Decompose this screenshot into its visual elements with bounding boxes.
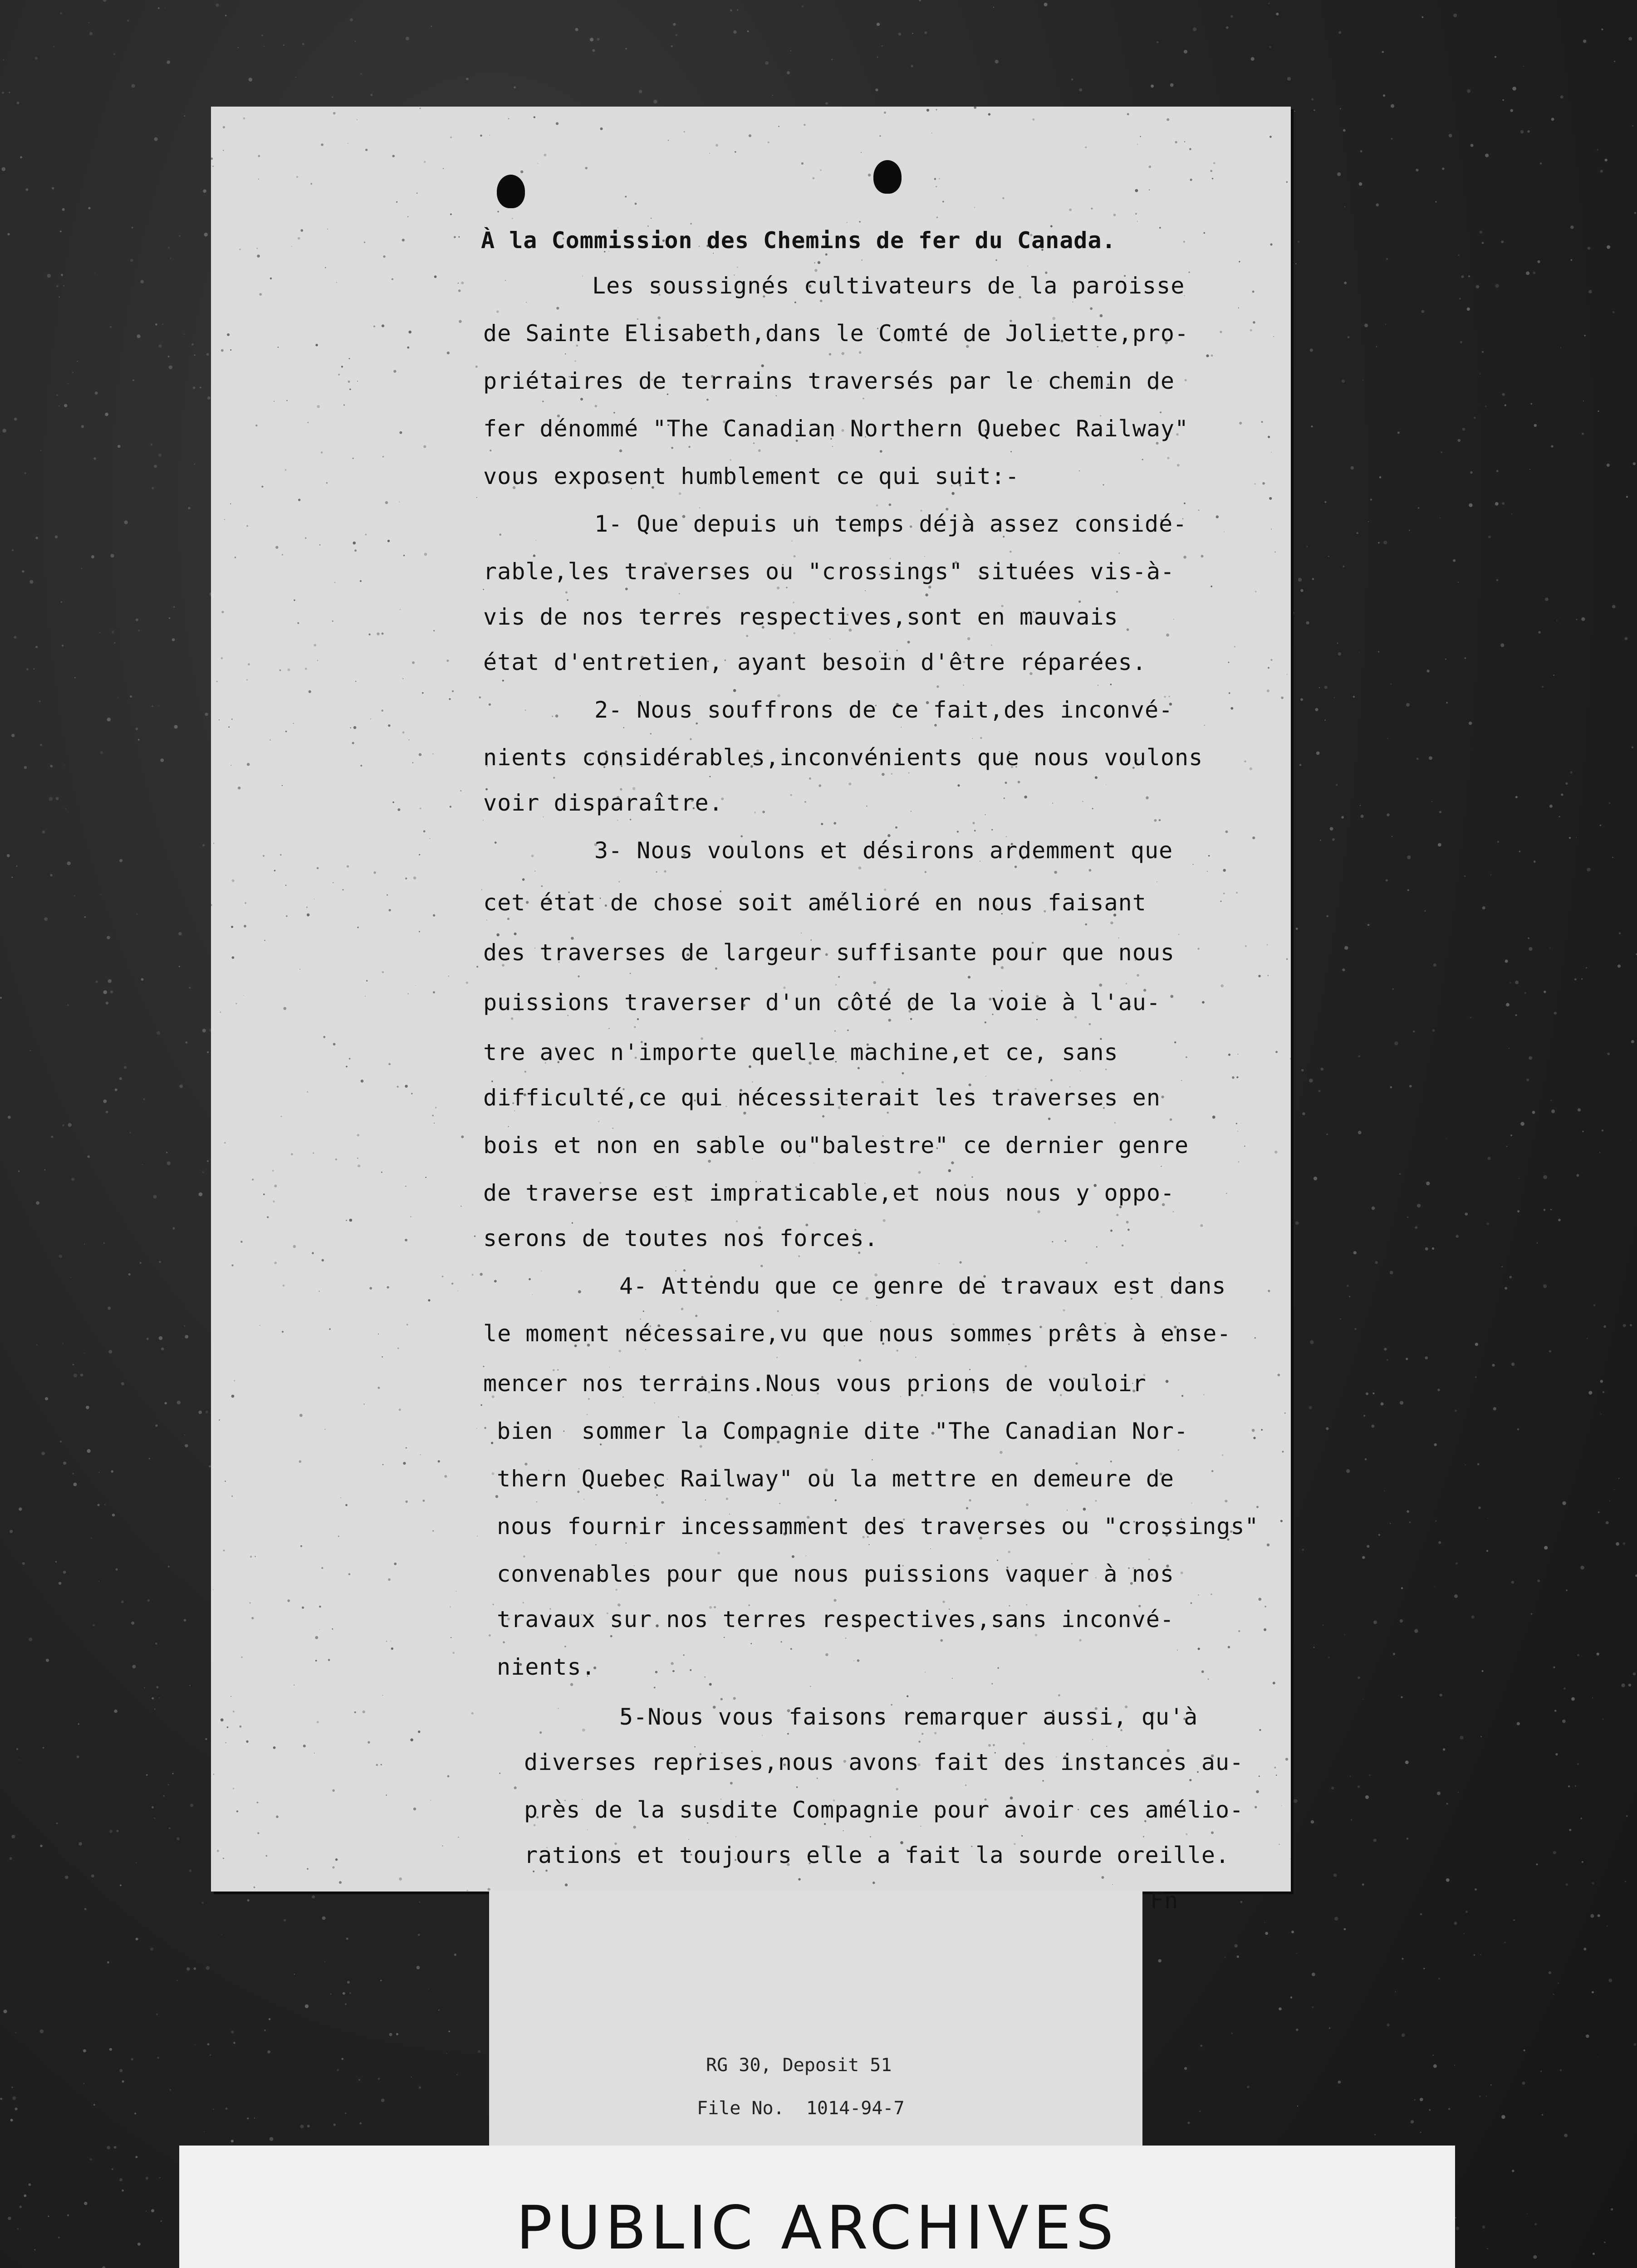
record-group: RG 30, Deposit 51 xyxy=(706,2055,892,2076)
letter-line: vous exposent humblement ce qui suit:- xyxy=(483,463,1019,489)
letter-line: cet état de chose soit amélioré en nous faisant xyxy=(483,890,1147,916)
letter-line: bien sommer la Compagnie dite "The Canadian Nor- xyxy=(497,1418,1189,1444)
letter-line: travaux sur nos terres respectives,sans inconvé- xyxy=(497,1606,1174,1633)
typed-letter-page xyxy=(211,107,1291,1914)
letter-line: difficulté,ce qui nécessiterait les traverses en xyxy=(483,1085,1161,1111)
archive-reference-slip xyxy=(489,1892,1142,2182)
letter-line: diverses reprises,nous avons fait des instances au- xyxy=(524,1749,1244,1775)
file-number: File No. 1014-94-7 xyxy=(697,2098,905,2119)
letter-line: rations et toujours elle a fait la sourde oreille. xyxy=(524,1842,1230,1868)
public-archives-label xyxy=(179,2146,1455,2268)
letter-line: serons de toutes nos forces. xyxy=(483,1225,878,1251)
letter-line: bois et non en sable ou"balestre" ce dernier genre xyxy=(483,1132,1189,1158)
letter-line: puissions traverser d'un côté de la voie à l'au- xyxy=(483,989,1161,1016)
letter-line: convenables pour que nous puissions vaquer à nos xyxy=(497,1561,1174,1587)
archives-english: PUBLIC ARCHIVES xyxy=(516,2193,1118,2263)
letter-paragraph-4: 4- Attendu que ce genre de travaux est dans xyxy=(619,1273,1226,1299)
letter-line: nients considérables,inconvénients que nous voulons xyxy=(483,744,1203,771)
letter-paragraph-5: 5-Nous vous faisons remarquer aussi, qu'à xyxy=(619,1704,1198,1730)
letter-line: vis de nos terres respectives,sont en mauvais xyxy=(483,604,1118,630)
letter-line: voir disparaître. xyxy=(483,790,723,816)
letter-line: thern Quebec Railway" ou la mettre en demeure de xyxy=(497,1466,1174,1492)
continuation-mark: Fn xyxy=(1150,1887,1179,1914)
letter-line: des traverses de largeur suffisante pour que nous xyxy=(483,939,1175,966)
letter-paragraph-1: 1- Que depuis un temps déjà assez considé- xyxy=(594,511,1187,537)
letter-paragraph-2: 2- Nous souffrons de ce fait,des inconvé- xyxy=(594,697,1173,723)
letter-line: tre avec n'importe quelle machine,et ce, sans xyxy=(483,1039,1118,1066)
letter-line: nients. xyxy=(497,1654,596,1680)
letter-line: de Sainte Elisabeth,dans le Comté de Joliette,pro- xyxy=(483,320,1189,347)
letter-line: près de la susdite Compagnie pour avoir ces amélio- xyxy=(524,1797,1244,1823)
letter-salutation: À la Commission des Chemins de fer du Canada. xyxy=(481,227,1116,254)
letter-line: le moment nécessaire,vu que nous sommes prêts à ense- xyxy=(483,1320,1231,1347)
letter-line: de traverse est impraticable,et nous nous y oppo- xyxy=(483,1180,1175,1206)
letter-line: rable,les traverses ou "crossings" situées vis-à- xyxy=(483,558,1175,585)
letter-line: Les soussignés cultivateurs de la paroisse xyxy=(592,273,1185,299)
letter-line: état d'entretien, ayant besoin d'être réparées. xyxy=(483,649,1147,675)
letter-body xyxy=(211,107,1291,1914)
letter-line: priétaires de terrains traversés par le chemin de xyxy=(483,368,1175,394)
letter-line: mencer nos terrains.Nous vous prions de vouloir xyxy=(483,1370,1147,1397)
letter-line: nous fournir incessamment des traverses ou "crossings" xyxy=(497,1513,1259,1540)
letter-paragraph-3: 3- Nous voulons et désirons ardemment que xyxy=(594,837,1173,864)
letter-line: fer dénommé "The Canadian Northern Quebec Railway" xyxy=(483,415,1189,442)
